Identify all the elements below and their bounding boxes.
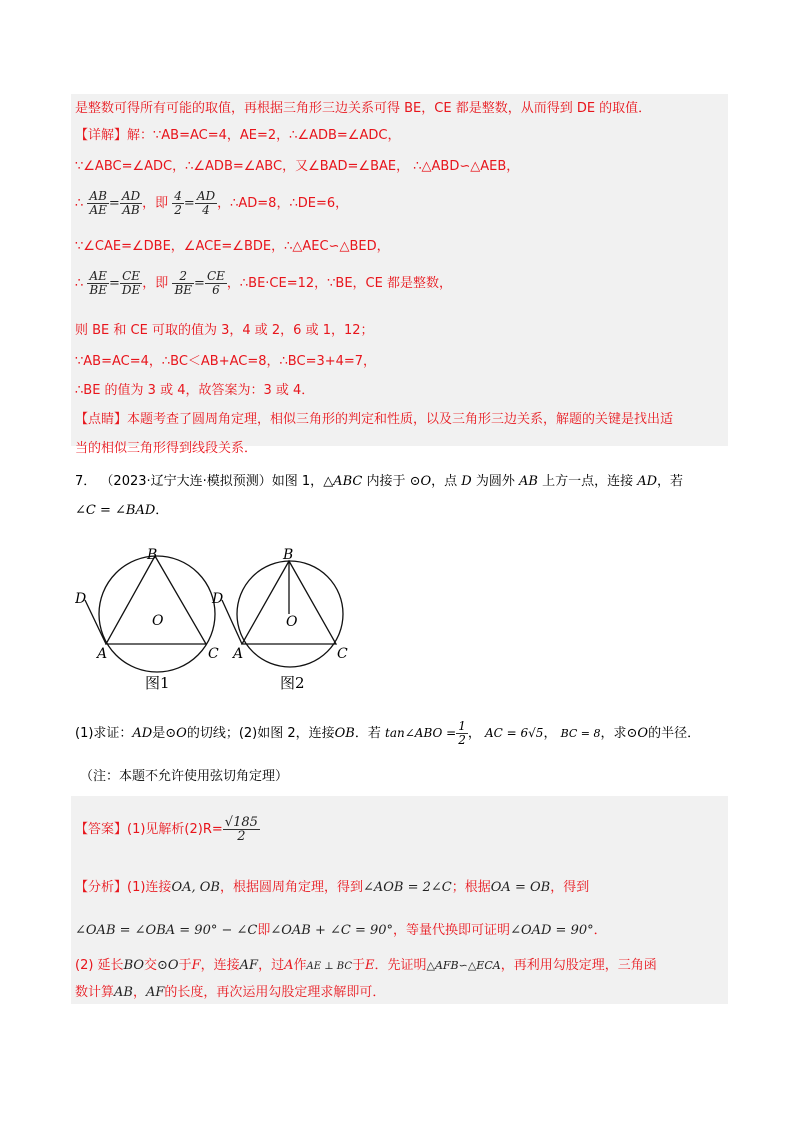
comment-text: 本题考查了圆周角定理，相似三角形的判定和性质，以及三角形三边关系，解题的关键是找出适 bbox=[127, 412, 674, 427]
therefore-symbol: ∴ bbox=[75, 276, 84, 291]
question-number: 7． bbox=[75, 474, 97, 489]
solution-line: ∵∠ABC=∠ADC，∴∠ADB=∠ABC，又∠BAD=∠BAE， ∴△ABD∽△AEB， bbox=[75, 159, 520, 174]
label-d: D bbox=[75, 591, 87, 607]
analysis-line: 数计算AB，AF的长度，再次运用勾股定理求解即可． bbox=[75, 985, 386, 1000]
detail-text: 解：∵AB=AC=4，AE=2，∴∠ADB=∠ADC， bbox=[127, 128, 401, 143]
ratio-line-1: ∴ $\frac{AB}{AE}$ = $\frac{AD}{AB}$ ，即 $\frac{4}{2}$ = $\frac{AD}{4}$ ，∴AD=8，∴DE=6， bbox=[75, 189, 349, 217]
segment-ad bbox=[222, 600, 242, 644]
fraction: $\frac{CE}{6}$ bbox=[206, 269, 225, 297]
solution-line: 则 BE 和 CE 可取的值为 3，4 或 2，6 或 1，12； bbox=[75, 323, 374, 338]
fraction: $\frac{AD}{AB}$ bbox=[121, 189, 141, 217]
question-parts: (1)求证：AD是⊙O的切线；(2)如图 2，连接OB．若 tan∠ABO = $\frac{1}{2}$ ， AC = 6√5， BC = 8，求⊙O的半径． bbox=[75, 719, 701, 747]
question-note: （注：本题不允许使用弦切角定理） bbox=[80, 769, 289, 784]
fraction: $\frac{2}{BE}$ bbox=[174, 269, 193, 297]
label-d: D bbox=[212, 591, 224, 607]
fraction: $\frac{AB}{AE}$ bbox=[89, 189, 107, 217]
fraction-radius: $\frac{√185}{2}$ bbox=[224, 815, 258, 844]
solution-line: ∵∠CAE=∠DBE，∠ACE=∠BDE，∴△AEC∽△BED， bbox=[75, 239, 390, 254]
analysis-line: ∠OAB = ∠OBA = 90° − ∠C即∠OAB + ∠C = 90°，等量代换即可证明∠OAD = 90°． bbox=[75, 923, 607, 938]
label-b: B bbox=[147, 547, 158, 563]
ratio-line-2: ∴ $\frac{AE}{BE}$ = $\frac{CE}{DE}$ ，即 $\frac{2}{BE}$ = $\frac{CE}{6}$ ，∴BE·CE=12，∵BE，CE 都是整数， bbox=[75, 269, 452, 297]
detail-line bbox=[75, 127, 400, 145]
solution-line: 是整数可得所有可能的取值，再根据三角形三边关系可得 BE，CE 都是整数，从而得到 DE 的取值． bbox=[75, 101, 652, 116]
fraction-half: $\frac{1}{2}$ bbox=[458, 719, 466, 747]
figure-2 bbox=[211, 547, 348, 692]
fraction: $\frac{CE}{DE}$ bbox=[121, 269, 141, 297]
question-stem: 7． （2023·辽宁大连·模拟预测）如图 1，△ABC 内接于 ⊙O，点 D 为圆外 AB 上方一点，连接 AD，若 bbox=[75, 474, 684, 489]
label-b: B bbox=[283, 547, 294, 563]
analysis-line: (2) 延长BO交⊙O于F，连接AF，过A作AE ⊥ BC于E．先证明△AFB∽△ECA，再利用勾股定理，三角函 bbox=[75, 958, 657, 973]
comment-line: 当的相似三角形得到线段关系． bbox=[75, 441, 258, 456]
label-a: A bbox=[233, 646, 244, 662]
label-a: A bbox=[97, 646, 108, 662]
therefore-symbol: ∴ bbox=[75, 196, 84, 211]
comment-tag: 【点睛】 bbox=[75, 412, 128, 427]
solution-line: ∵AB=AC=4，∴BC＜AB+AC=8，∴BC=3+4=7， bbox=[75, 354, 377, 369]
analysis-tag: 【分析】 bbox=[75, 880, 128, 895]
label-o: O bbox=[286, 614, 298, 630]
geometry-figures bbox=[75, 546, 375, 696]
fraction: $\frac{AE}{BE}$ bbox=[89, 269, 107, 297]
analysis-line: 【分析】(1)连接OA, OB，根据圆周角定理，得到∠AOB = 2∠C；根据OA = OB，得到 bbox=[75, 880, 590, 895]
answer-line: 【答案】(1)见解析(2)R= $\frac{√185}{2}$ bbox=[75, 815, 258, 844]
fraction: $\frac{4}{2}$ bbox=[174, 189, 182, 217]
fraction: $\frac{AD}{4}$ bbox=[196, 189, 216, 217]
answer-tag: 【答案】 bbox=[75, 822, 128, 837]
solution-line: ∴BE 的值为 3 或 4，故答案为：3 或 4． bbox=[75, 383, 315, 398]
question-stem-cont: ∠C = ∠BAD． bbox=[75, 503, 169, 518]
label-c: C bbox=[208, 646, 219, 662]
figure-1-caption: 图1 bbox=[145, 674, 170, 692]
figure-2-caption: 图2 bbox=[280, 674, 305, 692]
label-c: C bbox=[337, 646, 348, 662]
figure-1 bbox=[75, 547, 219, 692]
comment-line bbox=[75, 411, 673, 429]
label-o: O bbox=[152, 613, 164, 629]
detail-tag: 【详解】 bbox=[75, 128, 128, 143]
segment-ad bbox=[85, 600, 106, 644]
